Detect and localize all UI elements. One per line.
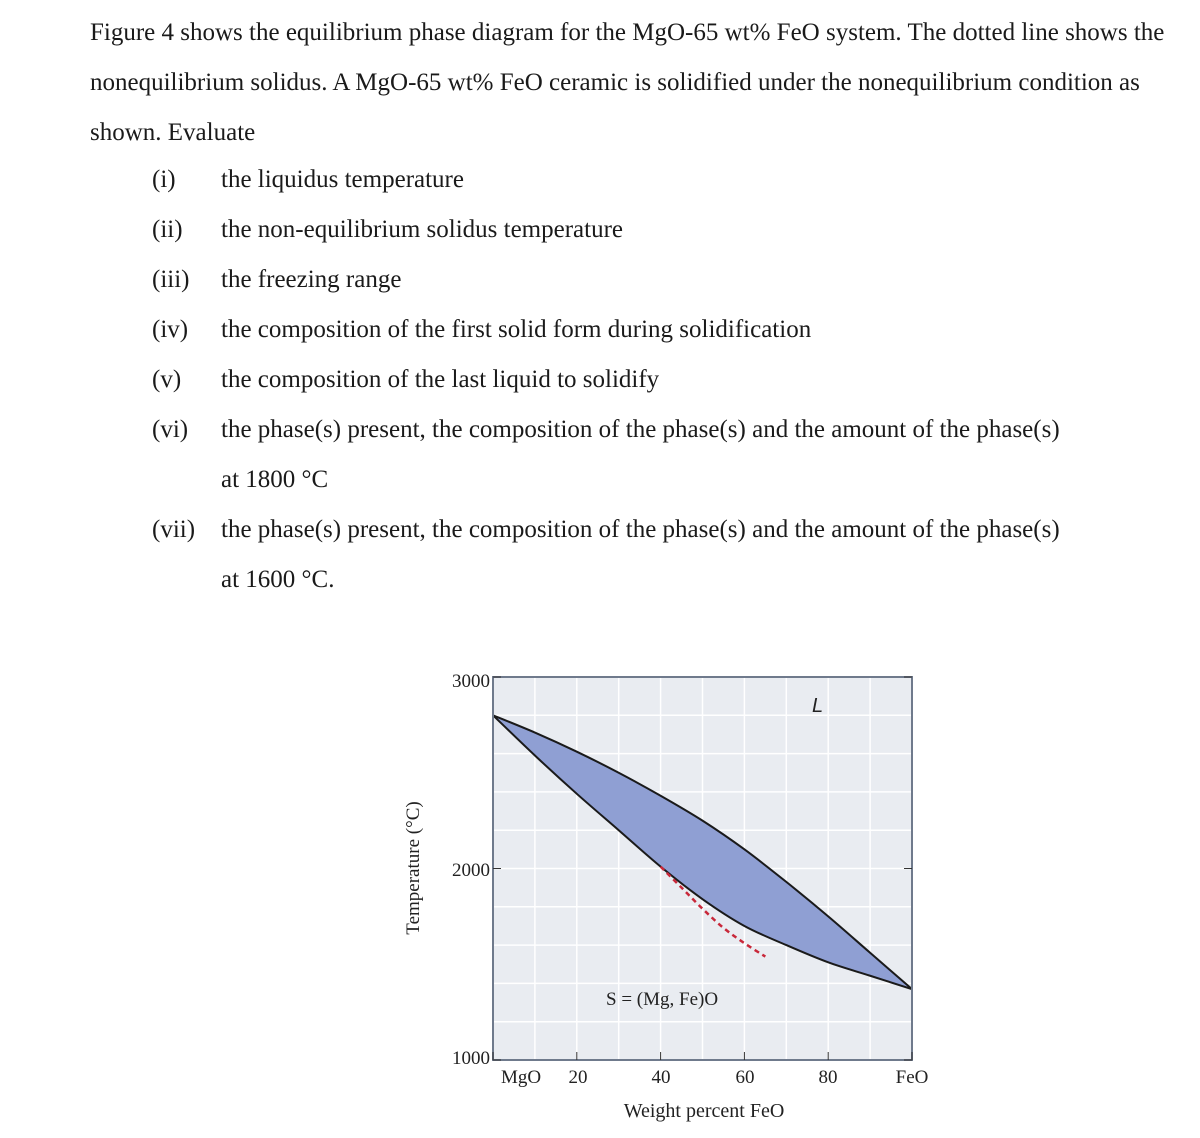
- question-number: (v): [152, 366, 182, 393]
- x-tick-80: 80: [818, 1067, 838, 1088]
- y-tick-3000: 3000: [452, 671, 490, 692]
- x-tick-60: 60: [735, 1067, 755, 1088]
- question-number: (iv): [152, 316, 189, 343]
- solid-region-label: S = (Mg, Fe)O: [606, 989, 719, 1010]
- x-axis-label: Weight percent FeO: [623, 1100, 785, 1122]
- question-text: the non-equilibrium solidus temperature: [221, 216, 623, 243]
- question-number: (vi): [152, 416, 189, 443]
- problem-intro: Figure 4 shows the equilibrium phase diagram for the MgO-65 wt% FeO system. The dotted line shows the nonequilibrium solidus. A MgO-65 wt% FeO ceramic is solidified under the nonequilibrium condition as shown. Evaluate: [90, 19, 1165, 146]
- question-text: the phase(s) present, the composition of the phase(s) and the amount of the phase(s): [221, 416, 1060, 443]
- x-tick-40: 40: [651, 1067, 671, 1088]
- y-tick-1000: 1000: [452, 1048, 490, 1069]
- question-text: the freezing range: [221, 266, 402, 293]
- x-tick-mgo: MgO: [500, 1067, 542, 1088]
- question-number: (iii): [152, 266, 190, 293]
- y-axis-label: Temperature (°C): [403, 801, 424, 935]
- question-text-continuation: at 1800 °C: [221, 466, 329, 493]
- question-text-continuation: at 1600 °C.: [221, 566, 335, 593]
- question-text: the phase(s) present, the composition of the phase(s) and the amount of the phase(s): [221, 516, 1060, 543]
- question-text: the composition of the last liquid to solidify: [221, 366, 660, 393]
- y-tick-2000: 2000: [452, 860, 490, 881]
- question-text: the liquidus temperature: [221, 166, 464, 193]
- x-tick-feo: FeO: [895, 1067, 929, 1088]
- question-number: (vii): [152, 516, 196, 543]
- question-number: (ii): [152, 216, 183, 243]
- question-text: the composition of the first solid form during solidification: [221, 316, 812, 343]
- liquid-region-label: L: [812, 695, 824, 717]
- x-tick-20: 20: [568, 1067, 588, 1088]
- question-number: (i): [152, 166, 176, 193]
